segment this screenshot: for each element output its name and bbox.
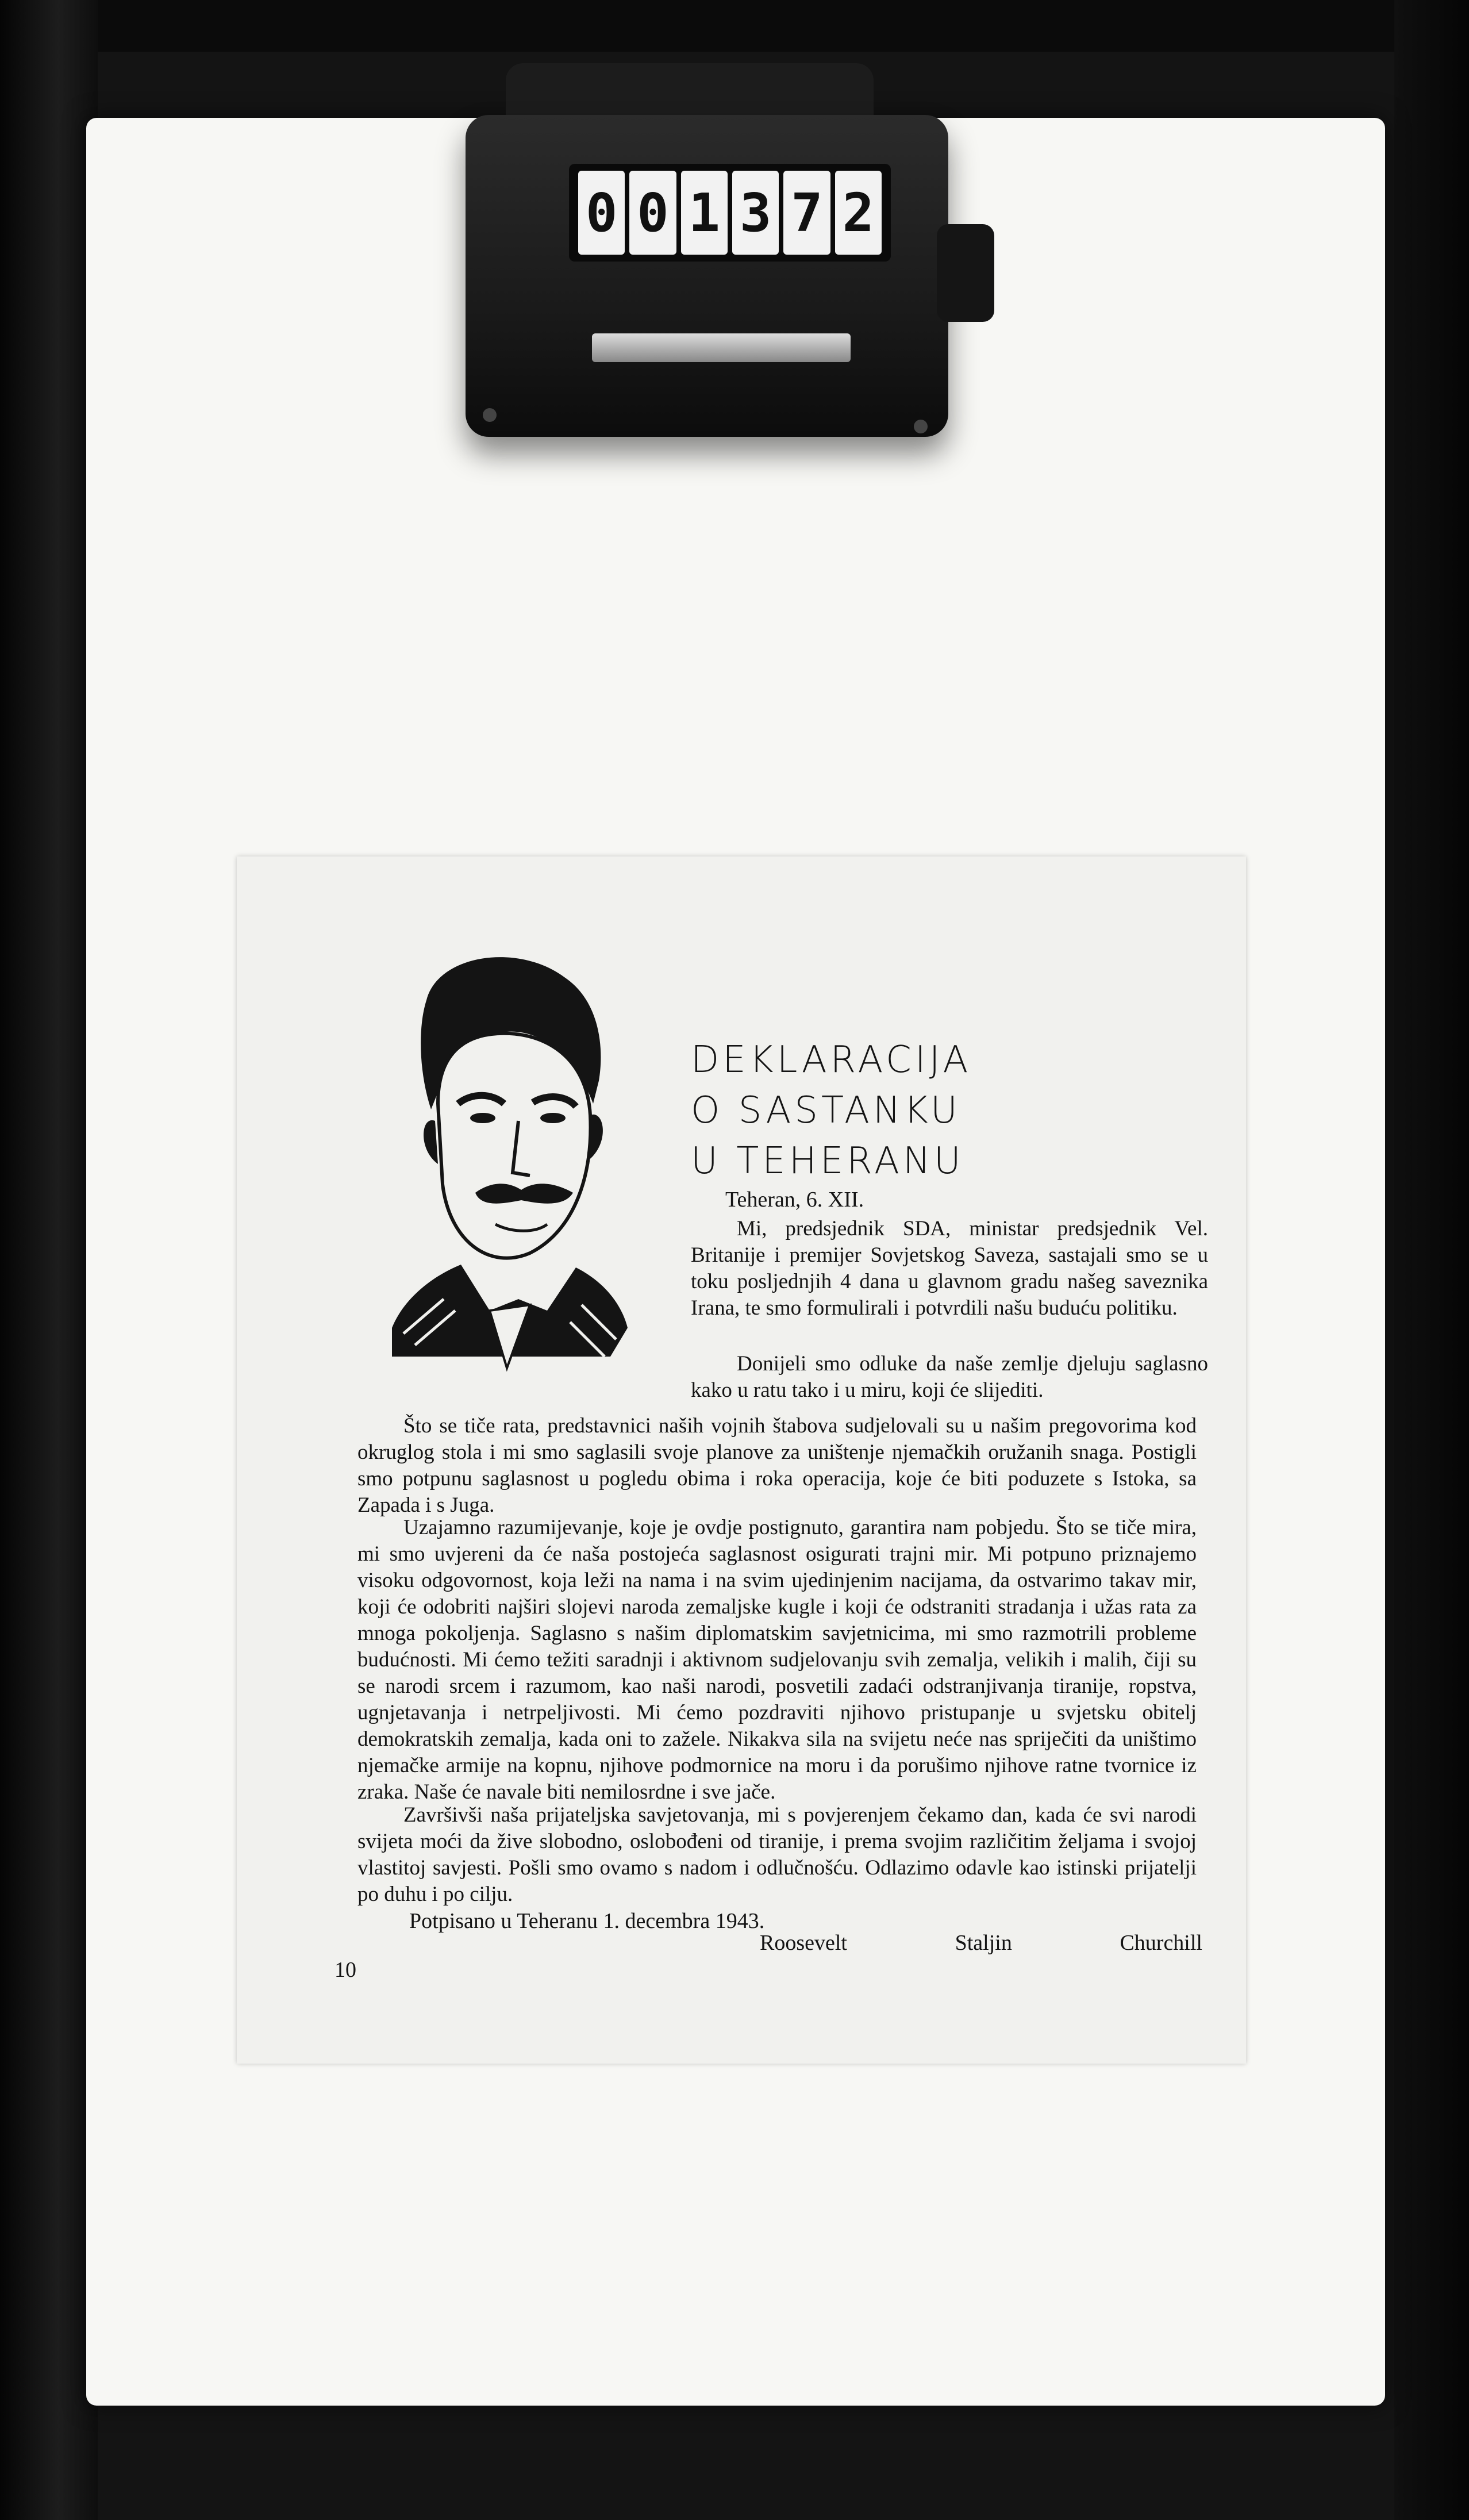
counter-reset-knob: [937, 224, 994, 322]
paragraph: Donijeli smo odluke da naše zemlje djeluju saglasno kako u ratu tako i u miru, koji će slijediti.: [691, 1352, 1208, 1402]
counter-digit: 7: [783, 171, 830, 255]
paragraph: Mi, predsjednik SDA, ministar predsjednik Vel. Britanije i premijer Sovjetskog Saveza, sastajali smo se u toku posljednjih 4 dana u glavnom gradu našeg saveznika Irana, te smo formulirali i potvrdili našu buduću politiku.: [691, 1217, 1208, 1320]
document-title: [691, 1035, 1013, 1186]
film-edge-left: [0, 0, 98, 2520]
counter-digit: 0: [629, 171, 676, 255]
counter-body: [466, 115, 948, 437]
title-line: DEKLARACIJA: [691, 1039, 972, 1081]
signatory-name: Staljin: [955, 1931, 1012, 1955]
signatory-name: Churchill: [1120, 1931, 1202, 1955]
frame-counter-device: [460, 63, 994, 454]
paragraph: Završivši naša prijateljska savjetovanja, mi s povjerenjem čekamo dan, kada će svi narodi svijeta moći da žive slobodno, oslobođeni od tiranije, i prema svojim različitim željama i svojoj vlastitoj savjesti. Pošli smo ovamo s nadom i odlučnošću. Odlazimo odavle kao istinski prijatelji po duhu i po cilju.: [357, 1803, 1197, 1906]
counter-nameplate: [592, 333, 851, 362]
film-edge-right: [1394, 0, 1469, 2520]
title-line: O SASTANKU: [691, 1089, 961, 1132]
portrait-woodcut-illustration: [357, 931, 645, 1380]
date-line: Teheran, 6. XII.: [725, 1188, 864, 1212]
counter-digit: 3: [732, 171, 779, 255]
signatories: [760, 1930, 1202, 1956]
document-page: [237, 856, 1246, 2064]
signed-line: Potpisano u Teheranu 1. decembra 1943.: [409, 1909, 765, 1933]
counter-digit: 0: [578, 171, 625, 255]
counter-digit: 1: [681, 171, 728, 255]
counter-display: [569, 164, 891, 262]
counter-digit: 2: [835, 171, 882, 255]
film-edge-top: [0, 0, 1469, 52]
screw-icon: [914, 420, 928, 433]
paragraph: Što se tiče rata, predstavnici naših vojnih štabova sudjelovali su u našim pregovorima kod okruglog stola i mi smo saglasili svoje planove za uništenje njemačkih oružanih snaga. Postigli smo potpunu saglasnost u pogledu obima i roka operacija, koje će biti poduzete s Istoka, sa Zapada i s Juga.: [357, 1414, 1197, 1517]
page-number: 10: [334, 1958, 356, 1982]
paragraph: Uzajamno razumijevanje, koje je ovdje postignuto, garantira nam pobjedu. Što se tiče mira, mi smo uvjereni da će naša postojeća saglasnost osigurati trajni mir. Mi potpuno priznajemo visoku odgovornost, koja leži na nama i na svim ujedinjenim nacijama, da ostvarimo takav mir, koji će odobriti najširi slojevi naroda zemaljske kugle i koji će odstraniti stradanja i užas rata za mnoga pokoljenja. Saglasno s našim diplomatskim savjetnicima, mi smo razmotrili probleme budućnosti. Mi ćemo težiti saradnji i aktivnom sudjelovanju svih zemalja, velikih i malih, čiji su se narodi srcem i razumom, kao naši narodi, posvetili zadaći odstranjivanja tiranije, ropstva, ugnjetavanja i netrpeljivosti. Mi ćemo pozdraviti njihovo pristupanje u svjetsku obitelj demokratskih zemalja, kada oni to zažele. Nikakva sila na svijetu neće nas spriječiti da uništimo njemačke armije na kopnu, njihove podmornice na moru i da porušimo njihove ratne tvornice iz zraka. Naše će navale biti nemilosrdne i sve jače.: [357, 1516, 1197, 1804]
signatory-name: Roosevelt: [760, 1931, 847, 1955]
screw-icon: [483, 408, 497, 422]
title-line: U TEHERANU: [691, 1140, 964, 1182]
